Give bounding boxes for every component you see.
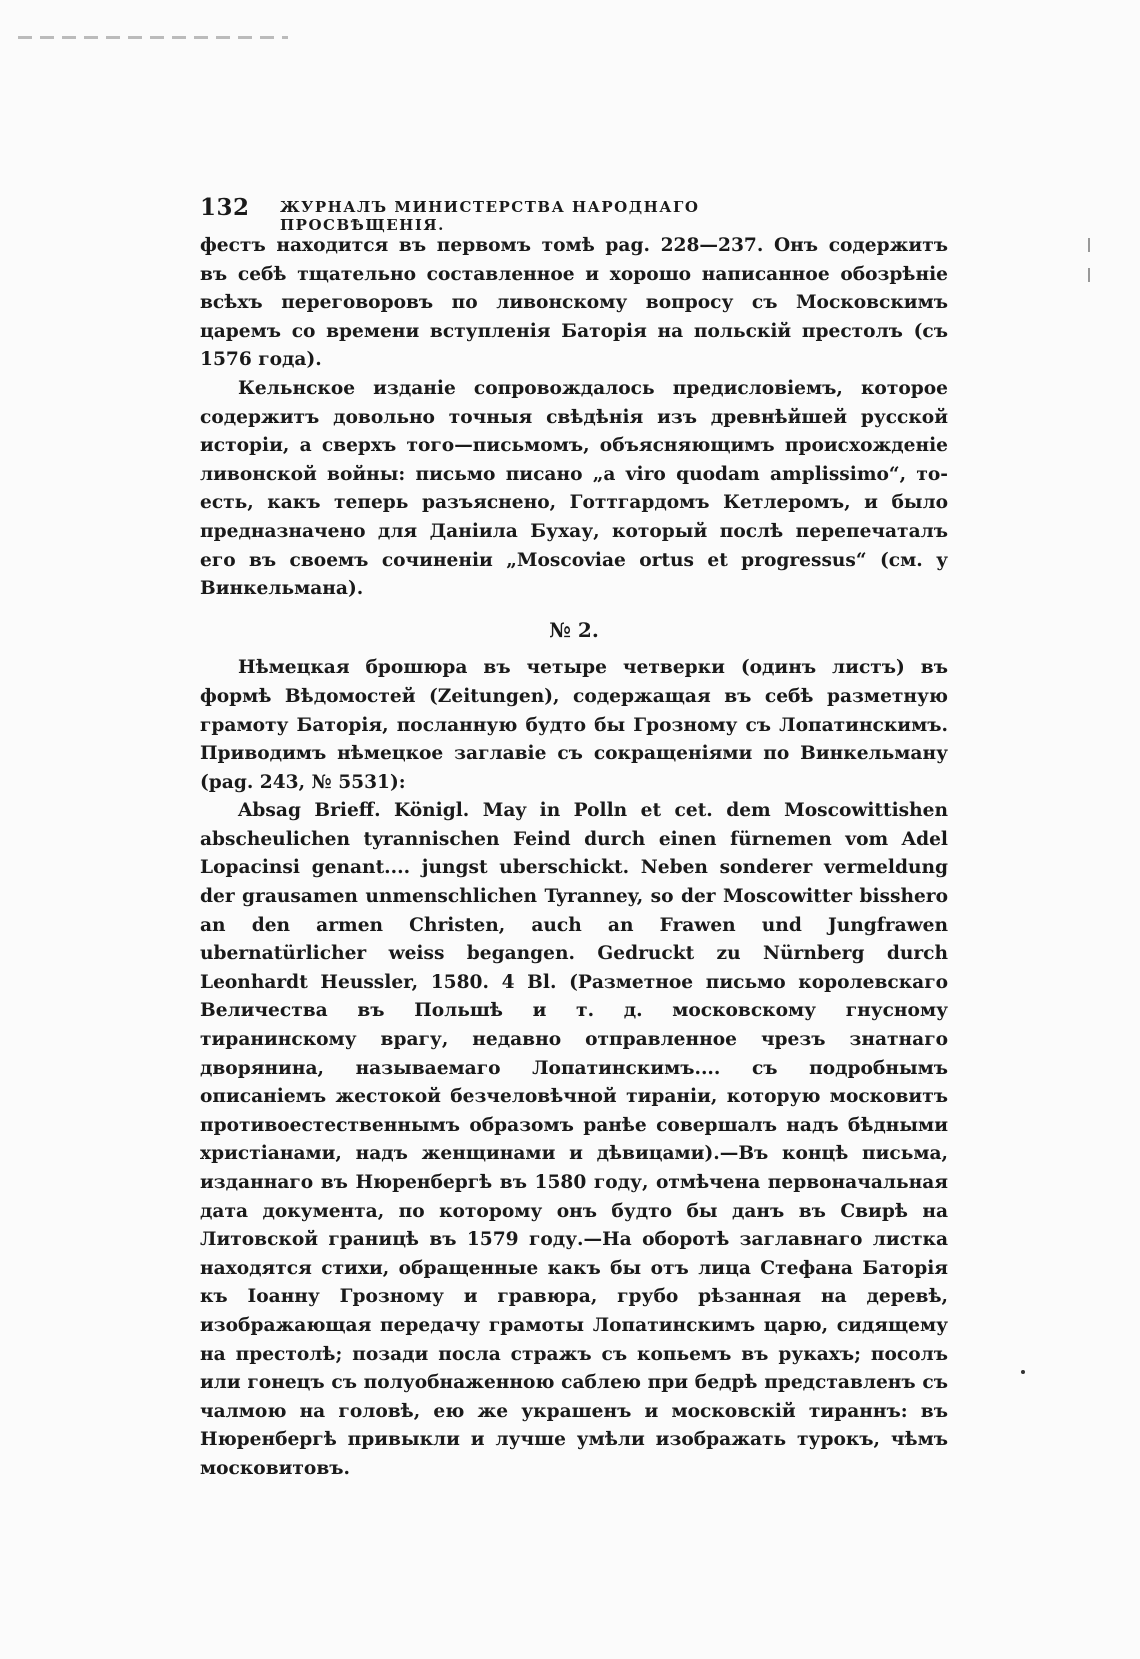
- page-number: 132: [200, 194, 250, 221]
- paragraph-1: фестъ находится въ первомъ томѣ pag. 228—237. Онъ содержитъ въ себѣ тщательно составленное и хорошо написанное обозрѣніе всѣхъ переговоровъ по ливонскому вопросу съ Московскимъ царемъ со времени вступленія Баторія на польскій престолъ (съ 1576 года).: [200, 235, 948, 371]
- ink-dot: [1021, 1370, 1025, 1374]
- journal-title: ЖУРНАЛЪ МИНИСТЕРСТВА НАРОДНАГО ПРОСВѢЩЕНІЯ.: [280, 198, 700, 234]
- paragraph-2: Кельнское изданіе сопровождалось предисловіемъ, которое содержитъ довольно точныя свѣдѣнія изъ древнѣйшей русской исторіи, а сверхъ того—письмомъ, объясняющимъ происхожденіе ливонской войны: письмо писано „a viro quodam amplissimo“, то-есть, какъ теперь разъяснено, Готтгардомъ Кетлеромъ, и было предназначено для Даніила Бухау, который послѣ перепечаталъ его въ своемъ сочиненіи „Moscoviae ortus et progressus“ (см. у Винкельмана).: [200, 377, 948, 600]
- scan-edge-artifact: [18, 36, 288, 39]
- section-number: № 2.: [549, 617, 599, 642]
- margin-mark: [1088, 268, 1090, 282]
- paragraph-4: Absag Brieff. Königl. May in Polln et cet. dem Moscowittishen abscheulichen tyrannischen Feind durch einen fürnemen vom Adel Lopacinsi genant.... jungst uberschickt. Neben sonderer vermeldung der grausamen unmenschlichen Tyranney, so der Moscowitter bisshero an den armen Christen, auch an Frawen und Jungfrawen ubernatürlicher weiss begangen. Gedruckt zu Nürnberg durch Leonhardt Heussler, 1580. 4 Bl. (Разметное письмо королевскаго Величества въ Польшѣ и т. д. московскому гнусному тиранинскому врагу, недавно отправленное чрезъ знатнаго дворянина, называемаго Лопатинскимъ.... съ подробнымъ описаніемъ жестокой безчеловѣчной тираніи, которую московитъ противоестественнымъ образомъ ранѣе совершалъ надъ бѣдными христіанами, надъ женщинами и дѣвицами).—Въ концѣ письма, изданнаго въ Нюренбергѣ въ 1580 году, отмѣчена первоначальная дата документа, по которому онъ будто бы данъ въ Свирѣ на Литовской границѣ въ 1579 году.—На оборотѣ заглавнаго листка находятся стихи, обращенные какъ бы отъ лица Стефана Баторія къ Іоанну Грозному и гравюра, грубо рѣзанная на деревѣ, изображающая передачу грамоты Лопатинскимъ царю, сидящему на престолѣ; позади посла стражъ съ копьемъ въ рукахъ; посолъ или гонецъ съ полуобнаженною саблею при бедрѣ представленъ съ чалмою на головѣ, ею же украшенъ и московскій тираннъ: въ Нюренбергѣ привыкли и лучше умѣли изображать турокъ, чѣмъ московитовъ.: [200, 800, 948, 1479]
- margin-mark: [1088, 238, 1090, 252]
- paragraph-3: Нѣмецкая брошюра въ четыре четверки (одинъ листъ) въ формѣ Вѣдомостей (Zeitungen), содержащая въ себѣ разметную грамоту Баторія, посланную будто бы Грозному съ Лопатинскимъ. Приводимъ нѣмецкое заглавіе съ сокращеніями по Винкельману (pag. 243, № 5531):: [200, 657, 948, 793]
- body-text: [200, 232, 948, 1484]
